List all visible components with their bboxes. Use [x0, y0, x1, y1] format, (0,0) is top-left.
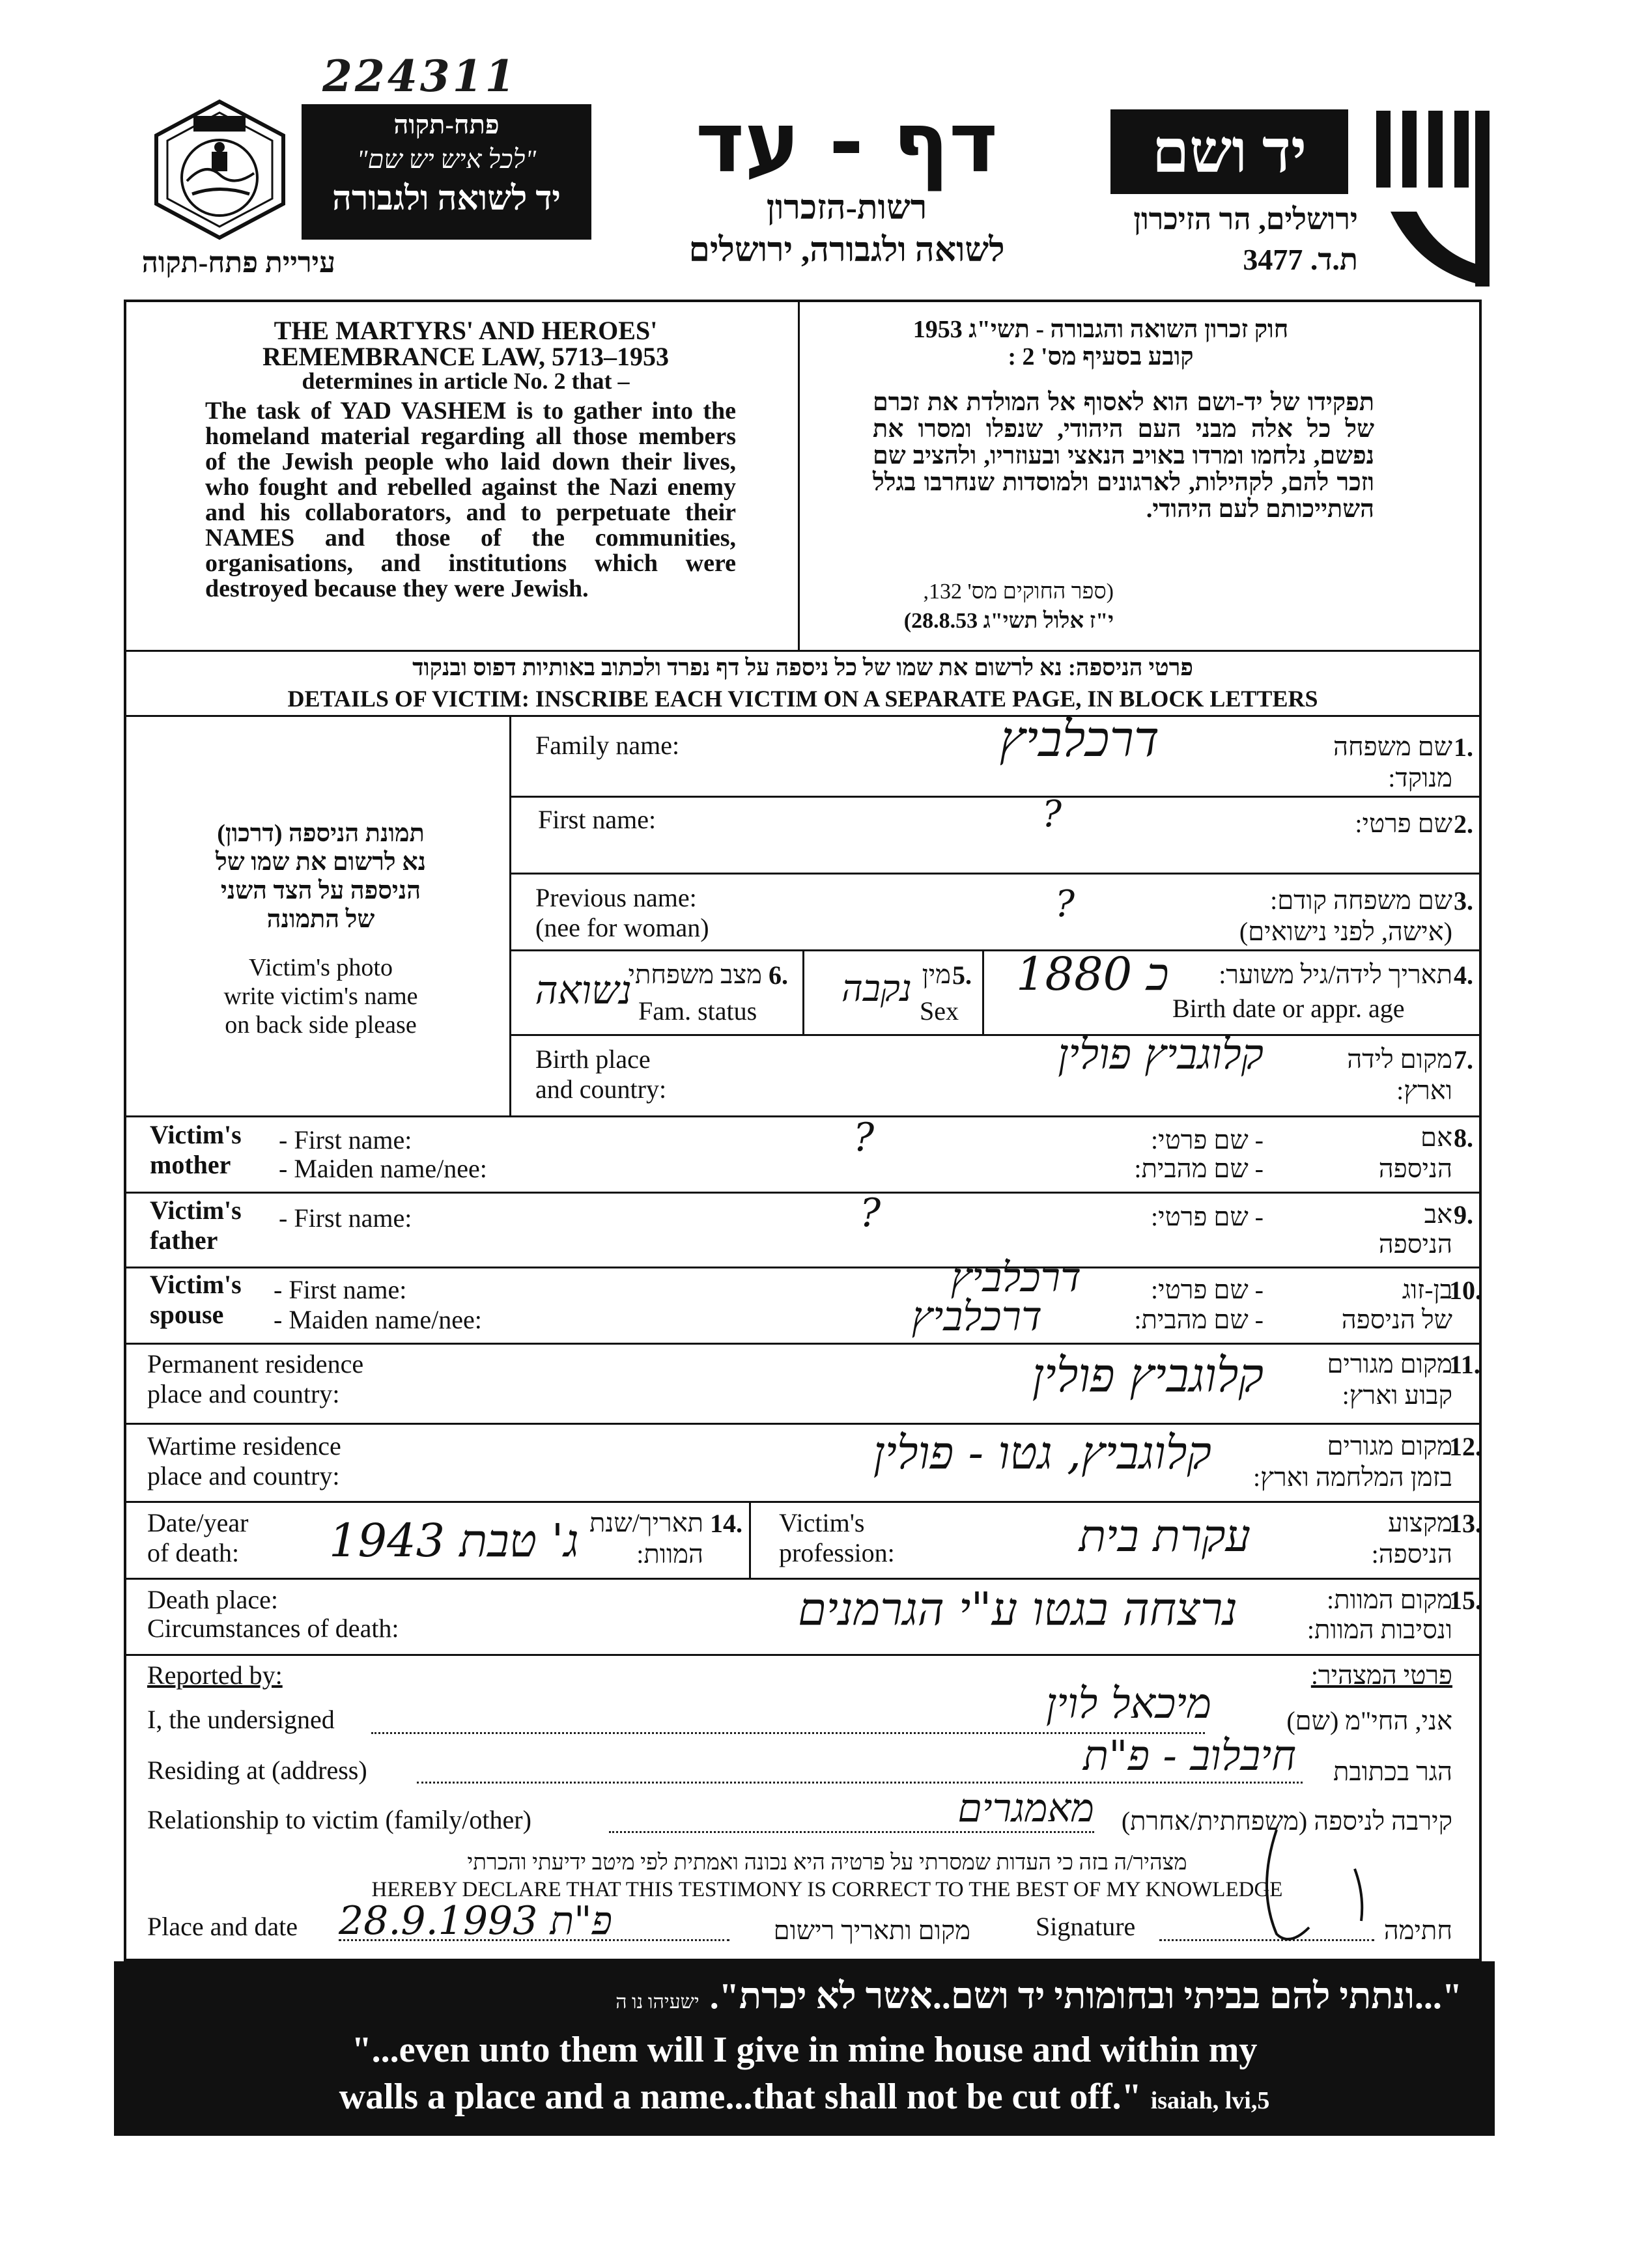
wartime-residence-field[interactable]: קלוגביץ, גטו - פולין — [873, 1426, 1211, 1479]
field-1-label-he-1: שם משפחה — [1333, 732, 1452, 761]
footer-quote-en-2: walls a place and a name...that shall not be cut off." — [339, 2077, 1142, 2117]
first-name-field[interactable]: ? — [1042, 793, 1062, 835]
field-11-label-he-2: קבוע וארץ: — [1342, 1380, 1452, 1410]
yad-vashem-address: ירושלים, הר הזיכרון — [1133, 203, 1358, 236]
photo-en-3: on back side please — [225, 1011, 417, 1039]
yad-vashem-flame-icon — [1364, 98, 1495, 293]
field-7-label-en-1: Birth place — [535, 1044, 651, 1074]
photo-divider — [509, 715, 511, 1115]
footer-quote-en-1: "...even unto them will I give in mine house and within my — [351, 2030, 1258, 2070]
field-4-label-he: תאריך לידה/גיל משוער: — [1219, 960, 1452, 989]
seal-caption: עיריית פתח-תקוה — [141, 247, 335, 279]
field-10-label-en-2: - Maiden name/nee: — [274, 1305, 482, 1334]
place-date-field[interactable]: 28.9.1993 פ"ת — [339, 1898, 613, 1944]
relationship-field[interactable]: מאמגרים — [957, 1785, 1094, 1831]
mother-name-field[interactable]: ? — [853, 1115, 875, 1160]
row-7-line — [124, 1115, 1482, 1117]
photo-he-1: תמונת הניספה (דרכון) — [217, 820, 425, 847]
photo-en-1: Victim's photo — [249, 954, 393, 981]
row-1-line — [509, 796, 1482, 798]
footer-banner — [114, 1961, 1495, 2136]
row-10-line — [124, 1343, 1482, 1345]
family-status-field[interactable]: נשואה — [535, 968, 632, 1013]
family-name-field[interactable]: דרכלביץ — [999, 710, 1159, 768]
field-12-label-en-1: Wartime residence — [147, 1431, 341, 1461]
field-10-num: 10. — [1449, 1276, 1482, 1305]
residing-label: Residing at (address) — [147, 1756, 367, 1785]
undersigned-label-he: אני, החי"מ (שם) — [1286, 1706, 1452, 1735]
field-6-label-he: מצב משפחתי — [628, 960, 762, 989]
field-1-label-he-2: מנוקד: — [1388, 763, 1452, 792]
field-12-num: 12. — [1449, 1432, 1482, 1461]
law-en-title-3: determines in article No. 2 that – — [302, 368, 630, 394]
field-8-num: 8. — [1454, 1123, 1473, 1153]
law-he-body: תפקידו של יד-ושם הוא לאסוף אל המולדת את זכרם של כל אלה מבני העם היהודי, שנפלו ומסרו את נפשם, נלחמו ומרדו באויב הנאצי ובעוזריו, ולהציב שם וזכר להם, לקהילות, לארגונים ולמוסדות שנחרבו בגלל השתייכותם לעם היהודי. — [873, 389, 1374, 523]
field-15-label-en-1: Death place: — [147, 1585, 278, 1614]
sex-field[interactable]: נקבה — [841, 968, 912, 1010]
relationship-label: Relationship to victim (family/other) — [147, 1805, 531, 1834]
reporter-title-he: פרטי המצהיר: — [1310, 1660, 1452, 1690]
field-14-label-en-2: of death: — [147, 1538, 240, 1567]
row-13-divider — [749, 1501, 751, 1578]
field-10-title-en-2: spouse — [150, 1300, 224, 1329]
field-5-label-he: מין — [922, 960, 951, 989]
reporter-address-field[interactable]: חיבלוב - פ"ת — [1083, 1732, 1296, 1780]
field-3-label-he-2: (אישה, לפני נישואים) — [1239, 917, 1452, 946]
row-4-divider-b — [982, 949, 984, 1034]
footer-quote-he: "...ונתתי להם בביתי ובחומותי יד ושם..אשר לא יכרת". — [709, 1976, 1462, 2017]
law-en-title-1: THE MARTYRS' AND HEROES' — [274, 316, 658, 345]
signature-label-he: חתימה — [1383, 1916, 1452, 1945]
footer-quote-he-ref: ישעיהו נו ה — [615, 1991, 699, 2013]
field-8-title-he-2: הניספה — [1378, 1154, 1452, 1183]
yad-vashem-logo — [1110, 109, 1348, 194]
spouse-first-name-field[interactable]: דרכלביץ — [950, 1253, 1081, 1301]
yad-vashem-logo-text: יד ושם — [1152, 119, 1307, 185]
field-9-title-en-1: Victim's — [150, 1196, 242, 1225]
previous-name-field[interactable]: ? — [1055, 883, 1075, 925]
birth-date-field[interactable]: 1880 כ — [1016, 947, 1169, 1001]
field-9-title-he-2: הניספה — [1378, 1229, 1452, 1259]
field-12-label-he-1: מקום מגורים — [1327, 1431, 1452, 1461]
law-he-ref-2: י"ז אלול תשי"ג 28.8.53) — [903, 609, 1114, 633]
field-6-num: 6. — [769, 960, 788, 990]
relationship-label-he: קירבה לניספה (משפחתית/אחרת) — [1121, 1806, 1452, 1836]
field-9-label-en-1: - First name: — [279, 1203, 412, 1233]
row-2-line — [509, 873, 1482, 875]
page-title: דף - עד — [695, 94, 998, 191]
field-13-label-en-2: profession: — [779, 1538, 895, 1567]
field-3-label-en-2: (nee for woman) — [535, 913, 709, 942]
reported-by-label: Reported by: — [147, 1660, 283, 1690]
field-13-num: 13. — [1449, 1509, 1482, 1538]
field-4-label-en: Birth date or appr. age — [1172, 994, 1405, 1023]
field-13-label-he-2: הניספה: — [1371, 1539, 1452, 1569]
field-7-num: 7. — [1454, 1045, 1473, 1074]
field-15-label-en-2: Circumstances of death: — [147, 1614, 399, 1643]
law-divider — [798, 300, 800, 650]
date-of-death-field[interactable]: 1943 ג' טבת — [329, 1514, 579, 1567]
photo-he-4: של התמונה — [266, 906, 375, 933]
field-8-label-en-2: - Maiden name/nee: — [279, 1154, 487, 1183]
field-10-label-en-1: - First name: — [274, 1275, 407, 1304]
field-1-num: 1. — [1454, 733, 1473, 762]
field-9-title-en-2: father — [150, 1225, 218, 1255]
petah-tikva-banner — [302, 104, 591, 240]
field-8-title-he-1: אם — [1420, 1123, 1452, 1152]
authority-line-2: לשואה ולגבורה, ירושלים — [688, 232, 1005, 269]
petah-tikva-seal-icon — [147, 96, 293, 243]
field-9-label-he-1: - שם פרטי: — [1151, 1202, 1264, 1231]
relationship-line — [609, 1831, 1094, 1833]
footer-quote-he-row — [114, 1976, 1462, 2017]
serial-number: 224311 — [322, 51, 518, 102]
signature-scribble[interactable] — [1251, 1810, 1420, 1953]
field-15-num: 15. — [1449, 1586, 1482, 1615]
details-header-he: פרטי הניספה: נא לרשום את שמו של כל ניספה על דף נפרד ולכתוב באותיות דפוס ובנקוד — [412, 654, 1193, 680]
law-en-body: The task of YAD VASHEM is to gather into the homeland material regarding all those members of the Jewish people who laid down their lives, who fought and rebelled against the Nazi enemy and his collaborators, and to perpetuate their NAMES and those of the communities, organisations, and institutions which were destroyed because they were Jewish. — [205, 397, 736, 602]
footer-quote-en-ref: isaiah, lvi,5 — [1150, 2087, 1270, 2114]
banner-motto: "לכל איש יש שם" — [356, 145, 537, 174]
profession-field[interactable]: עקרת בית — [1079, 1511, 1251, 1562]
field-15-label-he-2: ונסיבות המוות: — [1307, 1615, 1452, 1644]
field-2-num: 2. — [1454, 809, 1473, 839]
banner-city: פתח-תקוה — [393, 110, 500, 139]
field-14-label-en-1: Date/year — [147, 1508, 249, 1537]
field-11-label-he-1: מקום מגורים — [1327, 1349, 1452, 1379]
signature-label: Signature — [1036, 1912, 1136, 1941]
photo-en-2: write victim's name — [223, 983, 418, 1010]
declaration-he: מצהיר/ה בזה כי העדות שמסרתי על פרטיה היא נכונה ואמתית לפי מיטב ידיעתי והכרתי — [467, 1851, 1187, 1875]
field-14-num: 14. — [710, 1509, 742, 1538]
field-9-num: 9. — [1454, 1200, 1473, 1229]
field-3-label-he-1: שם משפחה קודם: — [1270, 886, 1452, 915]
field-9-title-he-1: אב — [1424, 1199, 1452, 1229]
field-10-title-he-1: בן-זוג — [1402, 1275, 1452, 1304]
law-en-title-2: REMEMBRANCE LAW, 5713–1953 — [262, 342, 670, 371]
field-5-label-en: Sex — [920, 996, 959, 1026]
row-3-line — [509, 949, 1482, 951]
field-8-title-en-1: Victim's — [150, 1120, 242, 1149]
details-header-line — [124, 715, 1482, 717]
field-7-label-he-1: מקום לידה — [1347, 1044, 1452, 1074]
spouse-maiden-name-field[interactable]: דרכלביץ — [911, 1293, 1042, 1340]
field-4-num: 4. — [1454, 960, 1473, 990]
field-8-label-en-1: - First name: — [279, 1125, 412, 1155]
place-date-label: Place and date — [147, 1912, 298, 1941]
field-8-label-he-2: - שם מהבית: — [1134, 1154, 1264, 1183]
reporter-name-field[interactable]: מיכאל לוין — [1045, 1680, 1211, 1728]
photo-caption-en — [150, 953, 492, 1039]
field-8-title-en-2: mother — [150, 1150, 231, 1179]
undersigned-label: I, the undersigned — [147, 1705, 335, 1734]
field-10-title-he-2: של הניספה — [1341, 1305, 1452, 1334]
law-he-title-2: קובע בסעיף מס' 2 : — [1008, 343, 1194, 371]
field-15-label-he-1: מקום המוות: — [1326, 1585, 1452, 1614]
field-3-num: 3. — [1454, 886, 1473, 916]
footer-quote-en-row — [114, 2076, 1495, 2118]
declaration-en: HEREBY DECLARE THAT THIS TESTIMONY IS CORRECT TO THE BEST OF MY KNOWLEDGE — [371, 1878, 1283, 1901]
photo-he-2: נא לרשום את שמו של — [216, 848, 426, 876]
details-header-en: DETAILS OF VICTIM: INSCRIBE EACH VICTIM ON A SEPARATE PAGE, IN BLOCK LETTERS — [287, 686, 1318, 712]
field-13-label-he-1: מקצוע — [1388, 1508, 1452, 1537]
field-14-label-he-1: תאריך/שנת — [589, 1508, 703, 1537]
row-13-line — [124, 1578, 1482, 1580]
field-7-label-en-2: and country: — [535, 1074, 667, 1104]
law-bottom-line — [124, 650, 1482, 652]
field-10-title-en-1: Victim's — [150, 1270, 242, 1299]
place-date-label-he: מקום ותאריך רישום — [773, 1916, 970, 1945]
field-11-label-en-1: Permanent residence — [147, 1349, 364, 1379]
field-10-label-he-2: - שם מהבית: — [1134, 1305, 1264, 1334]
law-he-title-1: חוק זכרון השואה והגבורה - תשי"ג 1953 — [912, 316, 1289, 343]
field-3-label-en-1: Previous name: — [535, 883, 697, 912]
po-box: ת.ד. 3477 — [1243, 243, 1358, 276]
birth-place-field[interactable]: קלוגביץ פולין — [1058, 1031, 1264, 1079]
banner-yad: יד לשואה ולגבורה — [332, 180, 561, 217]
photo-caption-he — [150, 819, 492, 934]
field-11-label-en-2: place and country: — [147, 1379, 340, 1408]
field-1-label-en: Family name: — [535, 731, 680, 760]
field-2-label-he: שם פרטי: — [1355, 809, 1452, 838]
field-5-num: 5. — [952, 960, 972, 990]
field-12-label-he-2: בזמן המלחמה וארץ: — [1253, 1463, 1452, 1492]
residing-label-he: הגר בכתובת — [1333, 1757, 1452, 1786]
field-2-label-en: First name: — [538, 805, 657, 834]
residing-line — [417, 1782, 1303, 1784]
field-6-label-en: Fam. status — [638, 996, 757, 1026]
permanent-residence-field[interactable]: קלוגביץ פולין — [1032, 1348, 1264, 1403]
field-12-label-en-2: place and country: — [147, 1461, 340, 1491]
field-11-num: 11. — [1449, 1350, 1480, 1379]
row-11-line — [124, 1423, 1482, 1425]
field-14-label-he-2: המוות: — [636, 1539, 703, 1569]
row-12-line — [124, 1501, 1482, 1503]
authority-line-1: רשות-הזכרון — [766, 189, 927, 227]
law-he-ref-1: (ספר החוקים מס' 132, — [923, 580, 1114, 604]
row-15-line — [124, 1654, 1482, 1656]
field-8-label-he-1: - שם פרטי: — [1151, 1125, 1264, 1155]
row-8-line — [124, 1192, 1482, 1194]
field-10-label-he-1: - שם פרטי: — [1151, 1275, 1264, 1304]
death-circumstances-field[interactable]: נרצחה בגטו ע"י הגרמנים — [797, 1582, 1237, 1636]
field-13-label-en-1: Victim's — [779, 1508, 865, 1537]
father-name-field[interactable]: ? — [860, 1190, 881, 1236]
field-7-label-he-2: וארץ: — [1396, 1076, 1452, 1105]
photo-he-3: הניספה על הצד השני — [220, 877, 421, 904]
